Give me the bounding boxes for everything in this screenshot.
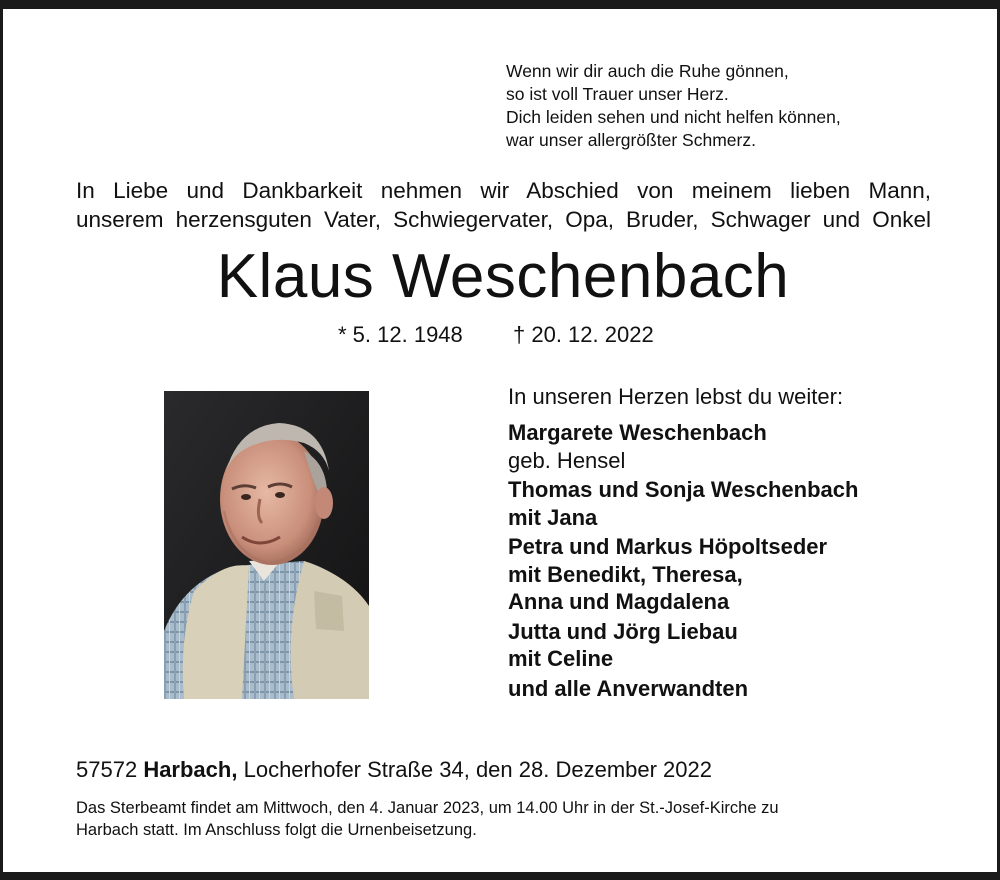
family-member: Thomas und Sonja Weschenbach (508, 477, 859, 502)
intro-line: In Liebe und Dankbarkeit nehmen wir Abschied von meinem lieben Mann, (76, 178, 931, 203)
intro-line: unserem herzensguten Vater, Schwiegervater, Opa, Bruder, Schwager und Onkel (76, 207, 931, 232)
farewell-intro (76, 176, 931, 234)
death-date: † 20. 12. 2022 (513, 322, 654, 347)
family-member: Anna und Magdalena (508, 589, 730, 614)
family-member: Jutta und Jörg Liebau (508, 618, 738, 644)
address-street-date: Locherhofer Straße 34, den 28. Dezember 2022 (243, 757, 712, 782)
family-member: mit Jana (508, 504, 598, 530)
portrait-photo-image (164, 391, 369, 699)
address-line (76, 755, 712, 785)
address-postcode: 57572 (76, 757, 138, 782)
poem-line: war unser allergrößter Schmerz. (506, 130, 756, 150)
family-group (508, 419, 968, 474)
notice-line: Das Sterbeamt findet am Mittwoch, den 4. Januar 2023, um 14.00 Uhr in der St.-Josef-Kirche zu (76, 799, 779, 817)
family-member: Petra und Markus Höpoltseder (508, 534, 828, 559)
family-member: mit Celine (508, 646, 614, 671)
family-member: und alle Anverwandten (508, 675, 749, 701)
family-lead: In unseren Herzen lebst du weiter: (508, 384, 844, 409)
family-group (508, 618, 968, 673)
address-town: Harbach, (143, 757, 238, 782)
poem-line: Dich leiden sehen und nicht helfen können, (506, 107, 841, 127)
family-member: Margarete Weschenbach (508, 420, 767, 445)
notice-line: Harbach statt. Im Anschluss folgt die Urnenbeisetzung. (76, 821, 477, 839)
poem (506, 60, 841, 152)
family-group (508, 675, 968, 703)
birth-date: * 5. 12. 1948 (338, 322, 463, 347)
funeral-notice (76, 797, 936, 841)
family-group (508, 533, 968, 616)
portrait-photo (164, 391, 369, 699)
poem-line: Wenn wir dir auch die Ruhe gönnen, (506, 61, 789, 81)
family-member-note: geb. Hensel (508, 447, 626, 473)
family-member: mit Benedikt, Theresa, (508, 561, 743, 587)
family-group (508, 476, 968, 531)
family-list (508, 382, 968, 704)
deceased-name: Klaus Weschenbach (216, 242, 790, 311)
poem-line: so ist voll Trauer unser Herz. (506, 84, 729, 104)
